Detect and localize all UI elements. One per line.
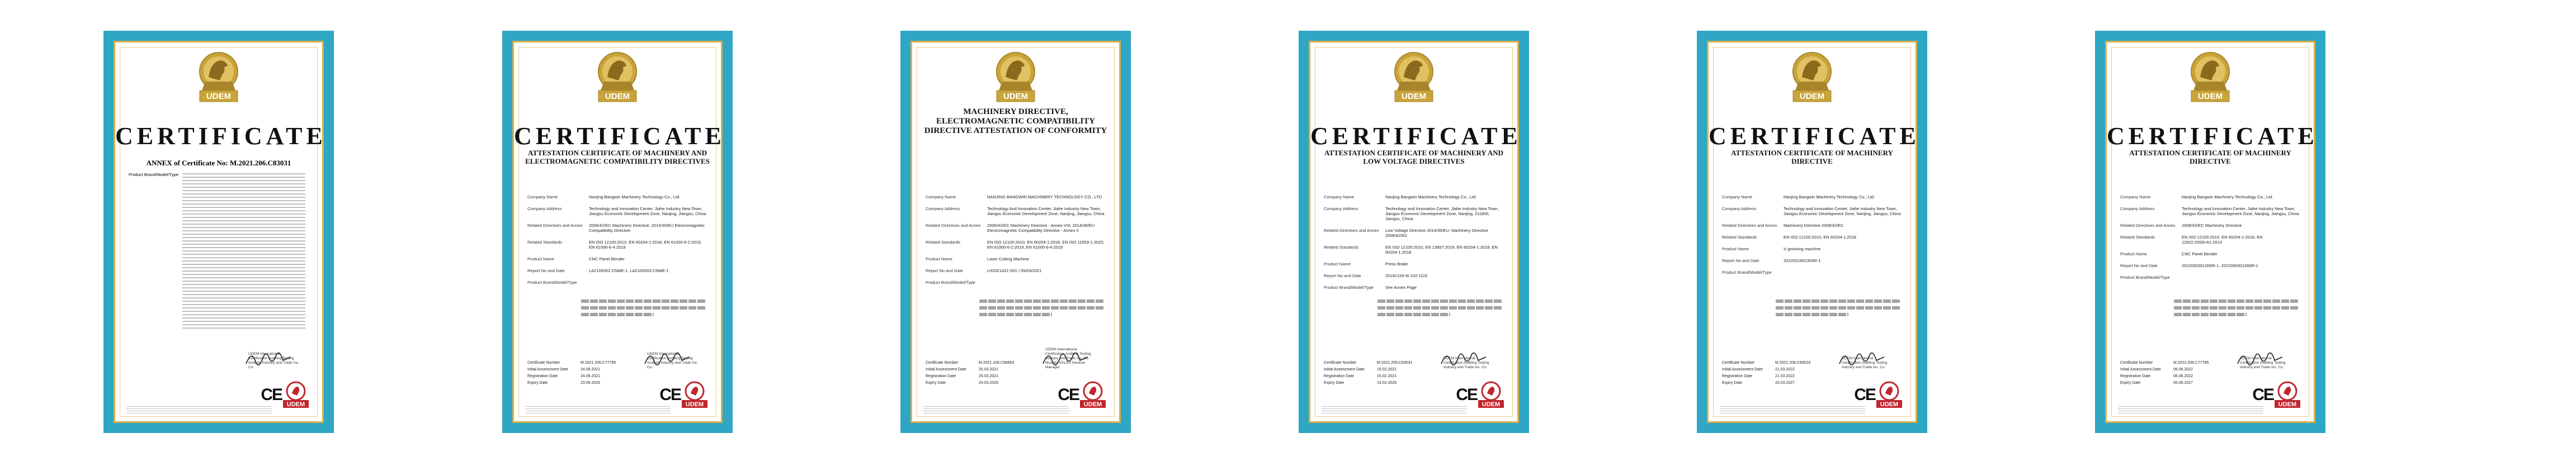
udem-stamp-icon (680, 379, 710, 409)
footer-fine-print (1720, 406, 1865, 413)
certificate-paper (114, 41, 327, 423)
footer-fine-print (525, 406, 671, 413)
certificate-subtitle: ATTESTATION CERTIFICATE OF MACHINERY DIRECTIVE (1731, 149, 1893, 165)
date-label: Initial Assessment Date (2120, 368, 2161, 372)
model-list (581, 313, 654, 316)
field-value: EN ISO 12100:2010, EN 60204-1:2018, EN 61000-6-2:2019, EN 61000-6-4:2019 (589, 240, 702, 250)
certificate-fields (1722, 194, 1902, 282)
certificate-field (527, 206, 707, 216)
certificate-field (2120, 194, 2300, 199)
udem-stamp-icon (1078, 379, 1108, 409)
field-label: Product Brand/Model/Type (2120, 275, 2170, 280)
certificate-fields (926, 194, 1106, 292)
field-label: Related Directives and Annex (527, 223, 583, 228)
ce-mark: CE (2252, 386, 2273, 404)
date-value: 21.03.2022 (1775, 368, 1795, 372)
field-value: Low Voltage Directive 2014/35/EU; Machinery Directive 2006/42/EC (1385, 228, 1488, 238)
date-label: Initial Assessment Date (926, 368, 966, 372)
certificate-field (1722, 235, 1902, 240)
certificate-field (2120, 275, 2300, 280)
certificate-field (1722, 258, 1902, 263)
field-label: Product Name (926, 256, 952, 261)
ce-mark: CE (1058, 386, 1079, 404)
certificate-field (1324, 228, 1504, 238)
date-label: Initial Assessment Date (1324, 368, 1365, 372)
certificate-fields (527, 194, 707, 292)
certificate-paper (1309, 41, 1522, 423)
ce-mark: CE (1456, 386, 1477, 404)
field-label: Product Name (1722, 246, 1749, 251)
certificate-field (527, 240, 707, 250)
field-label: Product Name (2120, 251, 2147, 256)
date-label: Registration Date (1722, 374, 1753, 378)
field-value: Nanjing Bangwin Machinery Technology Co., Ltd. (2182, 194, 2273, 199)
date-value: M.2021.206.C83031 (1377, 361, 1413, 365)
field-label: Company Address (2120, 206, 2155, 211)
field-value: 20191226-I6-102-1115 (1385, 273, 1428, 278)
issuer-text: UDEM International Certification Auditing Testing Institute Industry and Trade Inc. Co. (248, 352, 300, 369)
date-value: 25.03.2021 (979, 374, 999, 378)
certificate-field (527, 256, 707, 261)
field-label: Related Directives and Annex (926, 223, 981, 228)
svg-text:UDEM: UDEM (685, 401, 704, 408)
date-value: 05.06.2027 (2173, 381, 2193, 385)
field-label: Related Directives and Annex (1722, 223, 1777, 228)
field-value: EN ISO 12100:2010, EN 60204-1:2018, EN ISO 11553-1:2020, EN 61000-6-2:2019, EN 61000-6-4:2019 (987, 240, 1105, 250)
certificate-field (2120, 223, 2300, 228)
field-label: Company Name (527, 194, 558, 199)
field-value: EN ISO 12100:2010, EN 60204-1:2018, EN 12622:2009+A1:2013 (2182, 235, 2263, 245)
field-value: 2022031602304R-1 (1784, 258, 1821, 263)
certificate-field (527, 194, 707, 199)
certificate-paper (1707, 41, 1920, 423)
date-label: Certificate Number (1722, 361, 1755, 365)
ce-mark: CE (1854, 386, 1875, 404)
footer-fine-print (126, 406, 272, 413)
footer-fine-print (1322, 406, 1467, 413)
logo-text: UDEM (605, 92, 630, 101)
certificate-title: CERTIFICATE (514, 122, 725, 150)
ce-mark: CE (659, 386, 681, 404)
logo-text: UDEM (1003, 92, 1028, 101)
field-value: V grooving machine (1784, 246, 1821, 251)
date-value: 23.09.2026 (581, 381, 601, 385)
certificate-card (1697, 31, 1927, 433)
logo-text: UDEM (2197, 92, 2223, 101)
date-value: 06.06.2022 (2173, 368, 2193, 372)
date-label: Expiry Date (527, 381, 548, 385)
certificate-field (1722, 194, 1902, 199)
model-list (1776, 306, 1901, 310)
issuer-text: UDEM International Certification Auditing Testing Industry and Trade Inc. Co. (1443, 356, 1489, 369)
date-value: 24.03.2026 (979, 381, 999, 385)
date-label: Expiry Date (1722, 381, 1743, 385)
udem-stamp-icon (1476, 379, 1506, 409)
issuer-text: UDEM International Certification Auditing Testing Industry and Trade Inc. Co. (2240, 356, 2286, 369)
date-value: M.2022.206.C77785 (2173, 361, 2209, 365)
field-value: Technology and Innovation Center, Jiahe Industry New Town, Jiangsu Economic Development Zone, Nanjing, 211800, Jiangsu, China (1385, 206, 1499, 221)
field-value (1784, 270, 1902, 275)
ce-mark: CE (261, 386, 282, 404)
field-label: Company Name (1324, 194, 1355, 199)
udem-logo (989, 49, 1042, 107)
field-value: LA2105002 CNME-1, LA2105003 CNME-1 (589, 268, 669, 273)
certificate-fields (2120, 194, 2300, 287)
date-value: M.2021.206.C77785 (581, 361, 616, 365)
date-label: Certificate Number (2120, 361, 2153, 365)
date-label: Expiry Date (1324, 381, 1344, 385)
field-label: Company Name (2120, 194, 2151, 199)
certificate-field (2120, 206, 2300, 216)
svg-text:UDEM: UDEM (1482, 401, 1501, 408)
certificate-field (527, 223, 707, 233)
udem-stamp-icon (1874, 379, 1904, 409)
certificate-card (1299, 31, 1529, 433)
certificate-title: MACHINERY DIRECTIVE, ELECTROMAGNETIC COMPATIBILITY DIRECTIVE ATTESTATION OF CONFORMITY (924, 107, 1107, 135)
field-value: 2022050301059R-1, 2022050301060R-1 (2182, 263, 2258, 268)
model-list (2174, 313, 2247, 316)
svg-text:UDEM: UDEM (286, 401, 305, 408)
field-label: Company Address (1722, 206, 1757, 211)
field-label: Product Name (527, 256, 554, 261)
field-label: Product Brand/Model/Type (926, 280, 975, 285)
date-label: Registration Date (2120, 374, 2151, 378)
udem-logo (2183, 49, 2237, 107)
svg-text:UDEM: UDEM (1083, 401, 1102, 408)
certificate-card (2095, 31, 2325, 433)
certificate-field (2120, 251, 2300, 256)
field-label: Company Name (1722, 194, 1753, 199)
certificate-title: CERTIFICATE (115, 122, 327, 150)
annex-model-list (182, 172, 305, 329)
field-value: Machinery Directive 2006/42/EC (1784, 223, 1844, 228)
field-value: NANJING BANGWIN MACHINERY TECHNOLOGY CO., LTD (987, 194, 1102, 199)
model-list (581, 306, 706, 310)
certificate-field (1324, 261, 1504, 267)
field-value: EN ISO 12100:2010, EN 60204-1:2018 (1784, 235, 1857, 240)
certificate-paper (2105, 41, 2318, 423)
certificate-subtitle: ATTESTATION CERTIFICATE OF MACHINERY AND ELECTROMAGNETIC COMPATIBILITY DIRECTIVES (525, 149, 710, 165)
field-value: Technology And Innovation Center, Jiahe Industry New Town, Jiangsu Economic Development Zone, Nanjing, Jiangsu, China (987, 206, 1105, 216)
certificate-paper (512, 41, 723, 423)
date-label: Certificate Number (1324, 361, 1357, 365)
field-label: Related Directives and Annex (2120, 223, 2176, 228)
field-value (987, 280, 1106, 285)
field-value: CNC Panel Bender (589, 256, 625, 261)
certificate-title: CERTIFICATE (1709, 122, 1920, 150)
date-value: 15.02.2021 (1377, 368, 1397, 372)
field-label: Product Name (1324, 261, 1351, 267)
field-label: Company Name (926, 194, 956, 199)
date-value: M.2022.206.C83616 (1775, 361, 1811, 365)
svg-text:UDEM: UDEM (1880, 401, 1899, 408)
field-value: CNC Panel Bender (2182, 251, 2218, 256)
date-label: Registration Date (527, 374, 558, 378)
field-label: Related Directives and Annex (1324, 228, 1379, 233)
date-label: Registration Date (1324, 374, 1355, 378)
field-label: Related Standards (926, 240, 961, 245)
field-value: See Annex Page (1385, 285, 1417, 290)
certificate-field (1324, 206, 1504, 221)
certificate-field (1722, 270, 1902, 275)
udem-stamp-icon (281, 379, 311, 409)
svg-text:UDEM: UDEM (2278, 401, 2297, 408)
field-value: Laser Cutting Machine (987, 256, 1030, 261)
date-value: 24.09.2021 (581, 374, 601, 378)
udem-logo (192, 49, 246, 107)
certificate-field (926, 280, 1106, 285)
field-label: Company Address (527, 206, 562, 211)
field-value: Technology and Innovation Center, Jiahe Industry New Town, Jiangsu Economic Development Zone, Nanjing, Jiangsu, China (589, 206, 706, 216)
certificate-field (2120, 263, 2300, 268)
field-value: Nanjing Bangwin Machinery Technology Co., Ltd. (589, 194, 681, 199)
field-label: Company Address (926, 206, 960, 211)
model-list (979, 306, 1105, 310)
udem-logo (1785, 49, 1839, 107)
certificate-field (1324, 194, 1504, 199)
certificate-field (926, 206, 1106, 216)
field-label: Report No and Date (1324, 273, 1361, 278)
certificate-field (1722, 206, 1902, 216)
certificate-card (502, 31, 733, 433)
issuer-text: UDEM International Certification Auditing Testing Industry and Trade Inc. Co. (1842, 356, 1888, 369)
field-value: Nanjing Bangwin Machinery Technology Co., Ltd. (1385, 194, 1477, 199)
date-label: Registration Date (926, 374, 956, 378)
model-list (1377, 306, 1503, 310)
field-value (589, 280, 707, 285)
certificate-field (1324, 245, 1504, 255)
date-value: 15.02.2021 (1377, 374, 1397, 378)
certificate-subtitle: ATTESTATION CERTIFICATE OF MACHINERY DIRECTIVE (2129, 149, 2291, 165)
field-value: LH2021421-501 / 05/03/2021 (987, 268, 1042, 273)
udem-stamp-icon (2272, 379, 2303, 409)
date-label: Certificate Number (926, 361, 959, 365)
certificate-field (926, 256, 1106, 261)
certificate-field (527, 280, 707, 285)
field-label: Product Brand/Model/Type (1324, 285, 1374, 290)
certificate-subtitle: ATTESTATION CERTIFICATE OF MACHINERY AND LOW VOLTAGE DIRECTIVES (1324, 149, 1504, 165)
date-value: 24.09.2021 (581, 368, 601, 372)
date-value: 21.03.2022 (1775, 374, 1795, 378)
field-label: Company Address (1324, 206, 1358, 211)
certificate-field (1324, 273, 1504, 278)
field-value: EN ISO 12100:2010, EN 13857:2019, EN 60204-1:2018, EN 60204-1:2018 (1385, 245, 1498, 255)
certificate-field (926, 194, 1106, 199)
model-list (2174, 299, 2299, 303)
field-label: Report No and Date (926, 268, 963, 273)
certificate-field (926, 223, 1106, 233)
udem-logo (1387, 49, 1441, 107)
certificate-field (1722, 246, 1902, 251)
date-value: 14.02.2026 (1377, 381, 1397, 385)
date-value: 25.03.2021 (979, 368, 999, 372)
model-list (1377, 299, 1503, 303)
annex-heading: ANNEX of Certificate No: M.2021.206.C83031 (146, 159, 291, 167)
certificate-field (527, 268, 707, 273)
field-value: Technology and Innovation Center, Jiahe Industry New Town, Jiangsu Economic Development Zone, Nanjing, Jiangsu, China (2182, 206, 2299, 216)
date-label: Initial Assessment Date (527, 368, 568, 372)
certificate-field (926, 240, 1106, 250)
field-value: Technology and Innovation Center, Jiahe Industry New Town, Jiangsu Economic Development Zone, Nanjing, Jiangsu, China (1784, 206, 1901, 216)
model-list (1776, 299, 1901, 303)
field-label: Product Brand/Model/Type (527, 280, 577, 285)
certificate-card (103, 31, 334, 433)
issuer-text: UDEM International Certification Auditing Testing Institute Industry and Trade Inc. Co. (647, 352, 699, 369)
date-value: 20.03.2027 (1775, 381, 1795, 385)
field-label: Report No and Date (527, 268, 565, 273)
date-label: Expiry Date (926, 381, 946, 385)
field-label: Report No and Date (1722, 258, 1759, 263)
annex-label: Product Brand/Model/Type: (129, 172, 180, 177)
field-label: Related Standards (1722, 235, 1757, 240)
logo-text: UDEM (1401, 92, 1427, 101)
model-list (2174, 306, 2299, 310)
certificate-title: CERTIFICATE (2107, 122, 2318, 150)
field-value: Press Brake (1385, 261, 1408, 267)
footer-fine-print (2118, 406, 2263, 413)
certificate-field (2120, 235, 2300, 245)
model-list (979, 299, 1105, 303)
logo-text: UDEM (206, 92, 232, 101)
date-label: Certificate Number (527, 361, 560, 365)
field-value: 2006/42/EC Machinery Directive (2182, 223, 2242, 228)
date-value: M.2021.106.C66663 (979, 361, 1015, 365)
logo-text: UDEM (1799, 92, 1825, 101)
field-value: 2006/42/EC Machinery Directive - Annex VIII; 2014/30/EU Electromagnetic Compatibility Directive - Annex II (987, 223, 1095, 233)
field-label: Report No and Date (2120, 263, 2158, 268)
udem-logo (591, 49, 644, 107)
issuer-text: UDEM International Certification Auditing Testing Industry and Trade Inc. Co. Mustafa KELES General Manager (1045, 348, 1091, 369)
date-value: 06.06.2022 (2173, 374, 2193, 378)
certificate-fields (1324, 194, 1504, 297)
date-label: Expiry Date (2120, 381, 2141, 385)
field-label: Related Standards (1324, 245, 1359, 250)
footer-fine-print (923, 406, 1069, 413)
model-list (581, 299, 706, 303)
model-list (1776, 313, 1848, 316)
certificate-field (926, 268, 1106, 273)
certificate-title: CERTIFICATE (1310, 122, 1522, 150)
certificate-card (900, 31, 1131, 433)
date-label: Initial Assessment Date (1722, 368, 1763, 372)
certificate-field (1324, 285, 1504, 290)
field-value: 2006/42/EC Machinery Directive; 2014/30/EU Electromagnetic Compatibility Directive (589, 223, 705, 233)
certificate-field (1722, 223, 1902, 228)
certificate-paper (910, 41, 1121, 423)
field-value (2182, 275, 2300, 280)
field-value: Nanjing Bangwin Machinery Technology Co., Ltd. (1784, 194, 1875, 199)
field-label: Related Standards (527, 240, 563, 245)
model-list (1377, 313, 1450, 316)
field-label: Product Brand/Model/Type (1722, 270, 1772, 275)
field-label: Related Standards (2120, 235, 2155, 240)
model-list (979, 313, 1052, 316)
